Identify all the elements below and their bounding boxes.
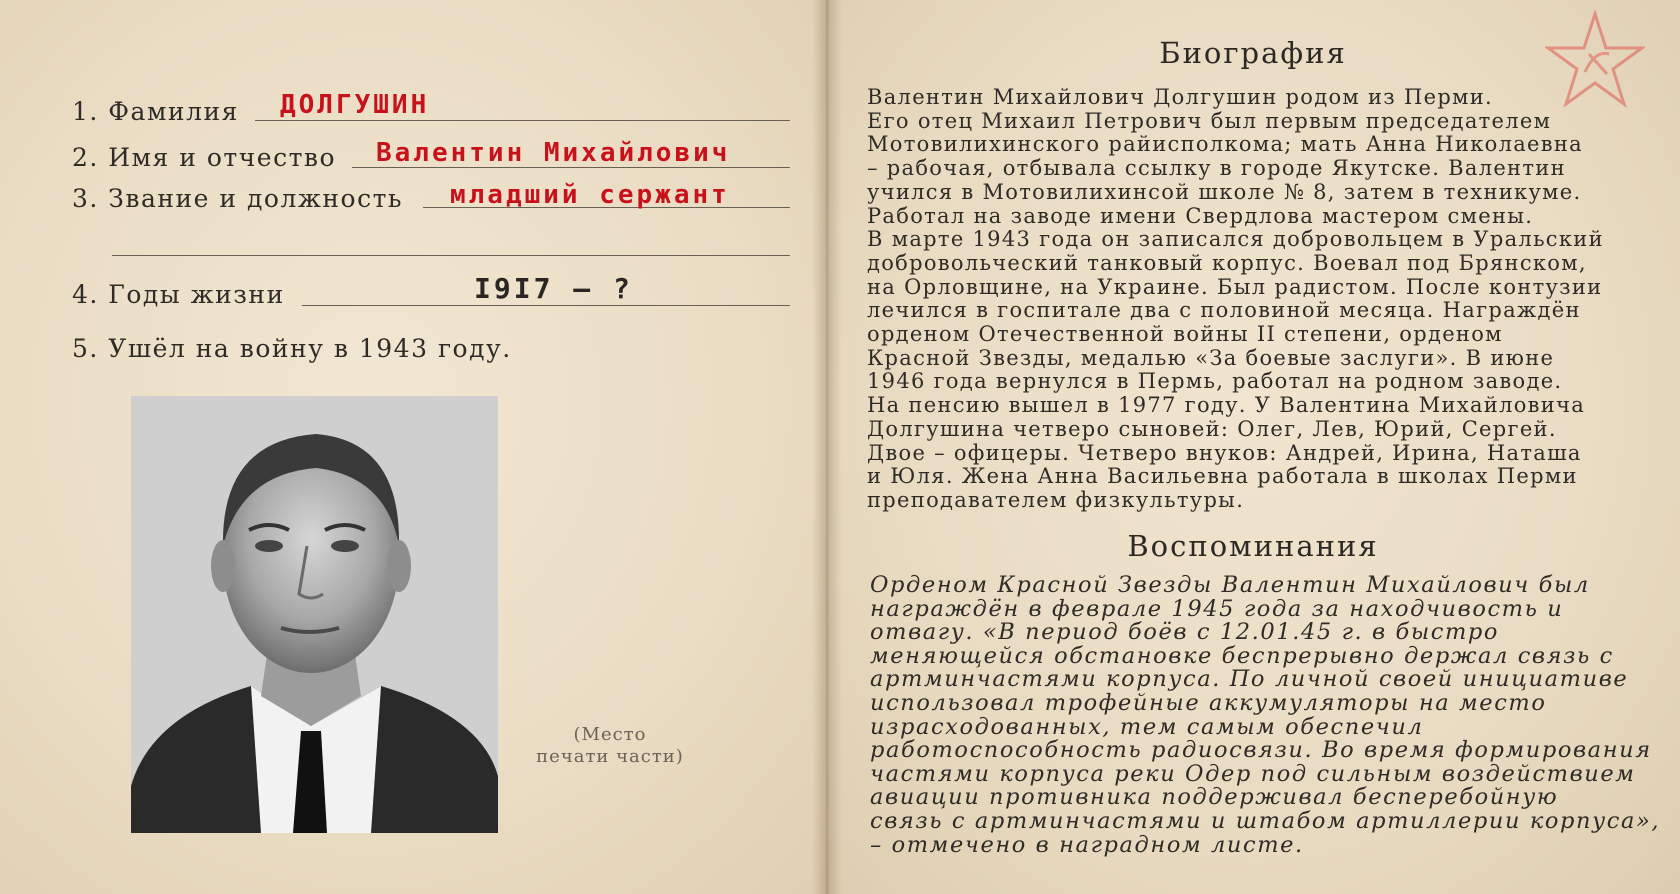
memo-line: работоспособность радиосвязи. Во время формирования <box>870 737 1652 764</box>
memo-line: авиации противника поддерживал бесперебойную <box>870 784 1559 811</box>
memo-line: меняющейся обстановке беспрерывно держал связь с <box>870 642 1614 669</box>
memories-text <box>870 574 1670 857</box>
bio-line: Двое – офицеры. Четверо внуков: Андрей, Ирина, Наташа <box>867 440 1582 465</box>
memo-line: использовал трофейные аккумуляторы на место <box>870 689 1547 716</box>
bio-line: лечился в госпитале два с половиной месяца. Награждён <box>867 298 1581 323</box>
memo-line: Орденом Красной Звезды Валентин Михайлович был <box>870 572 1590 598</box>
years-label: 4. Годы жизни <box>72 280 285 309</box>
stamp-note-line: (Место <box>573 724 647 745</box>
bio-line: на Орловщине, на Украине. Был радистом. После контузии <box>867 274 1603 299</box>
bio-line: Мотовилихинского райисполкома; мать Анна Николаевна <box>867 132 1583 157</box>
bio-line: Работал на заводе имени Свердлова мастером смены. <box>867 203 1534 228</box>
portrait-photo <box>131 396 498 833</box>
stamp-note-line: печати части) <box>536 746 684 767</box>
memo-line: израсходованных, тем самым обеспечил <box>870 713 1424 740</box>
memo-line: – отмечено в наградном листе. <box>870 831 1304 858</box>
surname-underline <box>255 120 790 121</box>
biography-heading: Биография <box>1159 36 1347 70</box>
bio-line: орденом Отечественной войны II степени, орденом <box>867 322 1503 347</box>
bio-line: В марте 1943 года он записался добровольцем в Уральский <box>867 227 1604 252</box>
memo-line: артминчастями корпуса. По личной своей инициативе <box>870 666 1629 693</box>
bio-line: Красной Звезды, медалью «За боевые заслуги». В июне <box>867 345 1555 370</box>
bio-line: добровольческий танковый корпус. Воевал под Брянском, <box>867 250 1587 275</box>
memo-line: отвагу. «В период боёв с 12.01.45 г. в быстро <box>870 619 1500 646</box>
stamp-placeholder-note <box>520 724 700 768</box>
bio-line: Валентин Михайлович Долгушин родом из Перми. <box>867 85 1494 109</box>
biography-text <box>867 86 1667 513</box>
bio-line: 1946 года вернулся в Пермь, работал на родном заводе. <box>867 369 1563 394</box>
book-spine <box>812 0 842 894</box>
name-value: Валентин Михайлович <box>376 138 731 168</box>
bio-line: На пенсию вышел в 1977 году. У Валентина Михайловича <box>867 393 1586 418</box>
years-underline <box>302 305 790 306</box>
war-line: 5. Ушёл на войну в 1943 году. <box>72 334 512 363</box>
memo-line: связь с артминчастями и штабом артиллерии корпуса», <box>870 807 1661 834</box>
name-label: 2. Имя и отчество <box>72 143 337 172</box>
bio-line: – рабочая, отбывала ссылку в городе Якутске. Валентин <box>867 156 1566 181</box>
bio-line: Его отец Михаил Петрович был первым председателем <box>867 108 1552 133</box>
bio-line: и Юля. Жена Анна Васильевна работала в школах Перми <box>867 464 1578 489</box>
surname-label: 1. Фамилия <box>72 97 239 126</box>
portrait-illustration <box>131 396 498 833</box>
blank-underline <box>112 255 790 256</box>
bio-line: преподавателем физкультуры. <box>867 487 1245 512</box>
memo-line: награждён в феврале 1945 года за находчивость и <box>870 595 1564 622</box>
bio-line: учился в Мотовилихинсой школе № 8, затем в техникуме. <box>867 179 1582 204</box>
rank-label: 3. Звание и должность <box>72 184 404 213</box>
memo-line: частями корпуса реки Одер под сильным воздействием <box>870 760 1636 787</box>
memories-heading: Воспоминания <box>1127 529 1379 563</box>
surname-value: ДОЛГУШИН <box>280 90 430 120</box>
years-value: I9I7 — ? <box>474 272 633 305</box>
rank-value: младший сержант <box>450 180 730 210</box>
bio-line: Долгушина четверо сыновей: Олег, Лев, Юрий, Сергей. <box>867 416 1557 441</box>
